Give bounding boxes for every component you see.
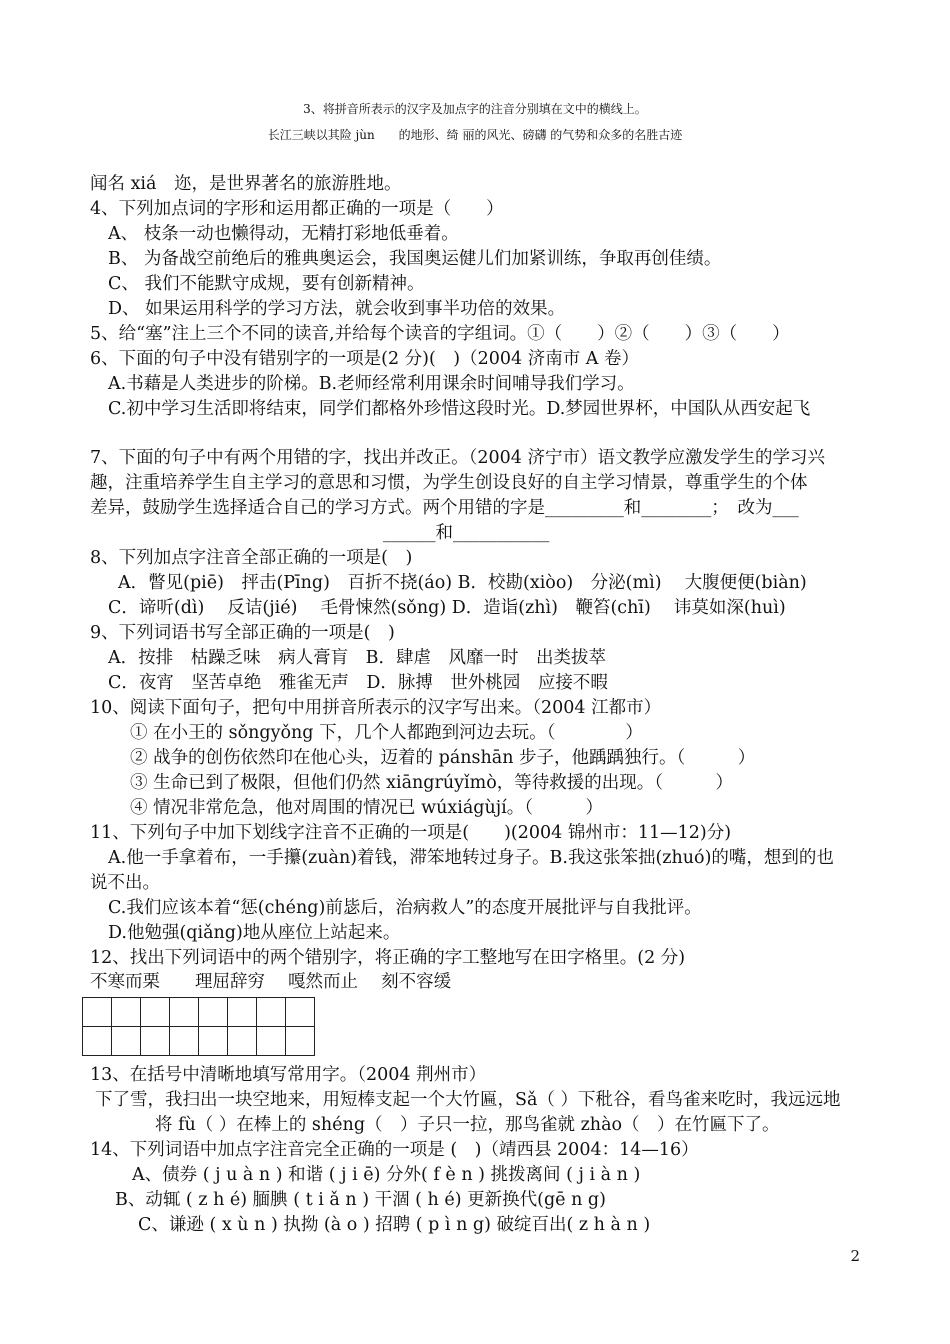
question-14-option-c: C、谦逊 ( x ù n ) 执拗 (à o ) 招聘 ( p ì n g) 破绽百出( z h à n ) — [138, 1215, 651, 1235]
grid-cell[interactable] — [141, 998, 170, 1027]
question-6-title: 6、下面的句子中没有错别字的一项是(2 分)( )（2004 济南市 A 卷） — [90, 349, 640, 369]
grid-cell[interactable] — [112, 998, 141, 1027]
question-9-options-ab: A．按排 枯躁乏味 病人膏肓 B．肆虐 风靡一时 出类拔萃 — [108, 648, 606, 668]
grid-cell[interactable] — [141, 1027, 170, 1056]
question-12-words: 不寒而栗 理屈辞穷 嘎然而止 刻不容缓 — [90, 972, 452, 992]
grid-cell[interactable] — [83, 998, 112, 1027]
grid-cell[interactable] — [286, 1027, 315, 1056]
grid-cell[interactable] — [170, 1027, 199, 1056]
question-12-title: 12、找出下列词语中的两个错别字，将正确的字工整地写在田字格里。(2 分) — [90, 948, 686, 968]
question-13-passage-cont: 将 fù（ ）在棒上的 shéng（ ）子只一拉，那鸟雀就 zhào（ ）在竹匾下了。 — [155, 1115, 780, 1135]
question-6-options-ab: A.书藉是人类进步的阶梯。B.老师经常利用课余时间哺导我们学习。 — [108, 374, 635, 394]
grid-row — [83, 998, 315, 1027]
question-11-option-d: D.他勉强(qiǎng)地从座位上站起来。 — [108, 923, 401, 943]
question-4-option-d: D、 如果运用科学的学习方法，就会收到事半功倍的效果。 — [108, 299, 566, 319]
question-5: 5、给“塞”注上三个不同的读音,并给每个读音的字组词。①（ ）②（ ）③（ ） — [90, 324, 790, 344]
question-4-option-c: C、 我们不能默守成规，要有创新精神。 — [108, 274, 425, 294]
question-14-title: 14、下列词语中加点字注音完全正确的一项是 ( )（靖西县 2004：14—16） — [90, 1140, 699, 1160]
grid-cell[interactable] — [228, 1027, 257, 1056]
tianzige-grid — [82, 997, 315, 1056]
question-10-item-3: ③ 生命已到了极限，但他们仍然 xiāngrúyǐmò，等待救援的出现。（ ） — [130, 773, 733, 793]
grid-cell[interactable] — [199, 1027, 228, 1056]
question-4-option-b: B、 为备战空前绝后的雅典奥运会，我国奥运健儿们加紧训练，争取再创佳绩。 — [108, 249, 722, 269]
question-4-title: 4、下列加点词的字形和运用都正确的一项是（ ） — [90, 199, 504, 219]
grid-row — [83, 1027, 315, 1056]
question-3-passage-cont: 闻名 xiá 迩，是世界著名的旅游胜地。 — [90, 174, 402, 194]
question-6-options-cd: C.初中学习生活即将结束，同学们都格外珍惜这段时光。D.梦园世界杯，中国队从西安起飞 — [108, 399, 811, 419]
question-3-passage: 长江三峡以其险 jùn 的地形、绮 丽的风光、磅礴 的气势和众多的名胜古迹 — [267, 128, 683, 142]
question-7-line-1: 7、下面的句子中有两个用错的字，找出并改正。（2004 济宁市）语文教学应激发学生的学习兴 — [90, 448, 825, 468]
grid-cell[interactable] — [257, 998, 286, 1027]
question-11-option-c: C.我们应该本着“惩(chéng)前毖后，治病救人”的态度开展批评与自我批评。 — [108, 898, 702, 918]
question-4-option-a: A、 枝条一动也懒得动，无精打彩地低垂着。 — [108, 224, 459, 244]
question-8-options-ab: A．瞥见(piē) 抨击(Pīng) 百折不挠(áo) B．校勘(xiòo) 分泌(mì) 大腹便便(biàn) — [118, 573, 807, 593]
grid-cell[interactable] — [257, 1027, 286, 1056]
question-8-title: 8、下列加点字注音全部正确的一项是( ) — [90, 548, 413, 568]
question-10-item-1: ① 在小王的 sǒngyǒng 下，几个人都跑到河边去玩。（ ） — [130, 723, 643, 743]
question-11-options-ab-cont: 说不出。 — [90, 873, 160, 893]
grid-cell[interactable] — [199, 998, 228, 1027]
question-10-item-4: ④ 情况非常危急，他对周围的情况已 wúxiágùjí。（ ） — [130, 798, 604, 818]
grid-cell[interactable] — [83, 1027, 112, 1056]
question-10-title: 10、阅读下面句子，把句中用拼音所表示的汉字写出来。（2004 江都市） — [90, 698, 662, 718]
question-3-title: 3、将拼音所表示的汉字及加点字的注音分别填在文中的横线上。 — [303, 102, 647, 116]
grid-cell[interactable] — [228, 998, 257, 1027]
question-11-options-ab: A.他一手拿着布，一手攥(zuàn)着钱，滞笨地转过身子。B.我这张笨拙(zhuó)的嘴，想到的也 — [108, 848, 834, 868]
question-7-line-4: ______和___________ — [383, 523, 550, 543]
question-14-option-b: B、动辄 ( z h é) 腼腆 ( t i ǎ n ) 干涸 ( h é) 更新换代(gē n g) — [115, 1190, 606, 1210]
question-8-options-cd: C．谛听(dì) 反诘(jié) 毛骨悚然(sǒng) D．造诣(zhì) 鞭笞(chī) 讳莫如深(huì) — [108, 598, 786, 618]
question-9-options-cd: C．夜宵 坚苦卓绝 雅雀无声 D．脉搏 世外桃园 应接不暇 — [108, 673, 608, 693]
question-14-option-a: A、债券 ( j u à n ) 和谐 ( j i ē) 分外( f è n ) 挑拨离间 ( j i à n ) — [132, 1165, 641, 1185]
question-10-item-2: ② 战争的创伤依然印在他心头，迈着的 pánshān 步子，他踽踽独行。（ ） — [130, 748, 756, 768]
question-9-title: 9、下列词语书写全部正确的一项是( ) — [90, 623, 395, 643]
question-7-line-3: 差异，鼓励学生选择适合自己的学习方式。两个用错的字是_________和________； 改为___ — [90, 498, 799, 518]
question-13-title: 13、在括号中清晰地填写常用字。（2004 荆州市） — [90, 1065, 487, 1085]
question-7-line-2: 趣，注重培养学生自主学习的意思和习惯，为学生创设良好的自主学习情景，尊重学生的个体 — [90, 473, 808, 493]
page-number: 2 — [850, 1247, 860, 1265]
question-11-title: 11、下列句子中加下划线字注音不正确的一项是( )(2004 锦州市：11—12)分) — [90, 823, 732, 843]
grid-cell[interactable] — [286, 998, 315, 1027]
grid-cell[interactable] — [112, 1027, 141, 1056]
question-13-passage: 下了雪，我扫出一块空地来，用短棒支起一个大竹匾，Sǎ（ ）下秕谷，看鸟雀来吃时，我远远地 — [95, 1090, 841, 1110]
grid-cell[interactable] — [170, 998, 199, 1027]
